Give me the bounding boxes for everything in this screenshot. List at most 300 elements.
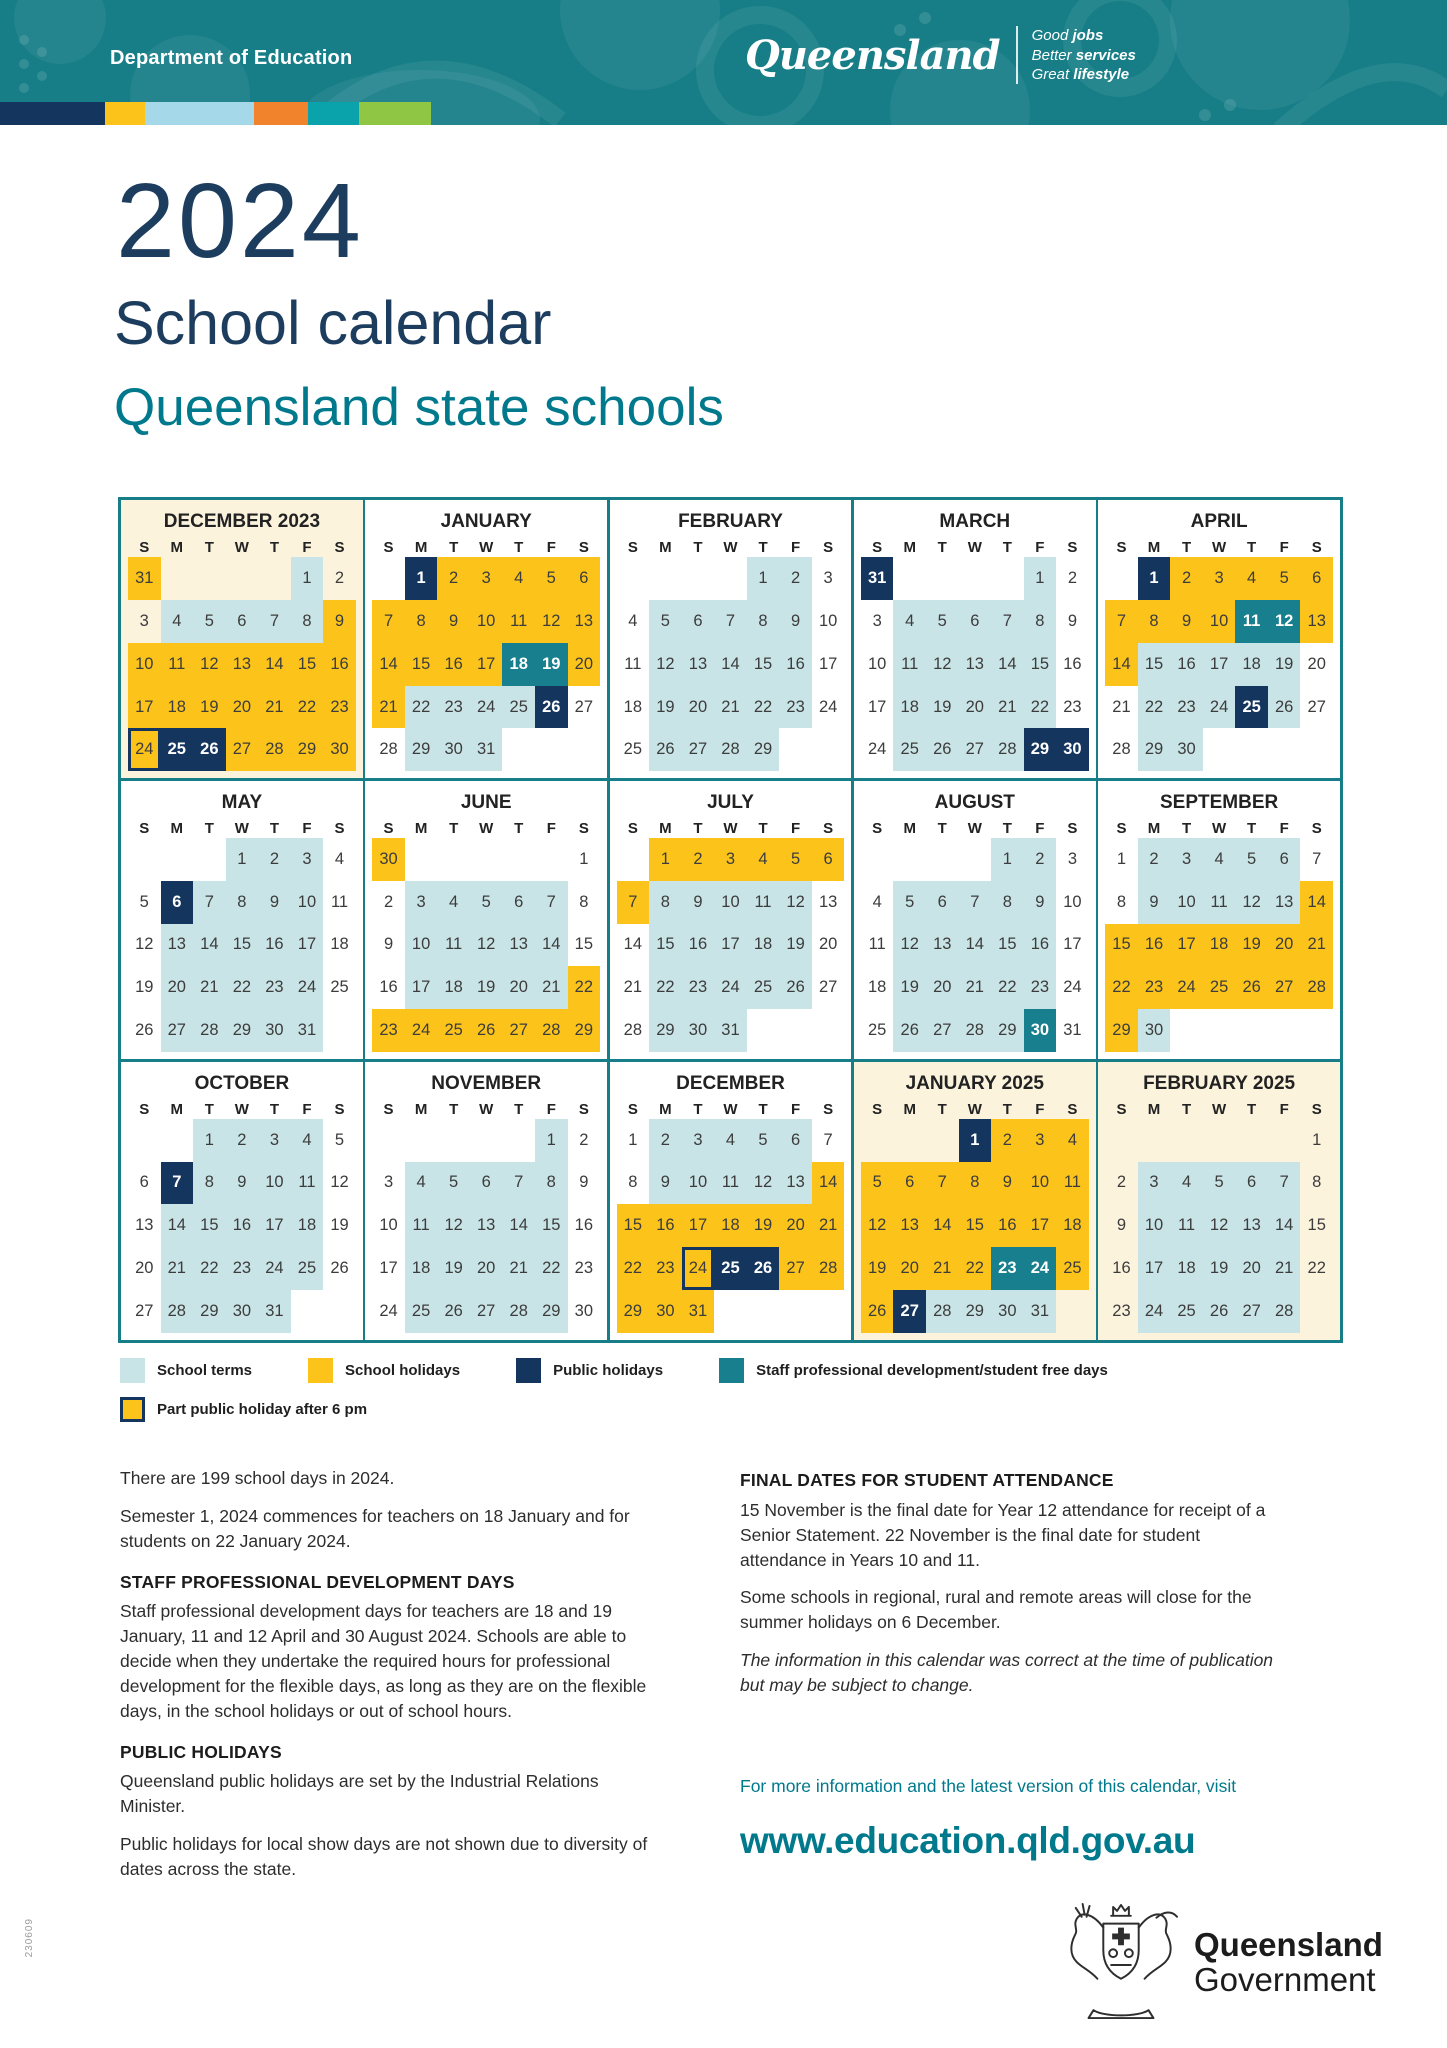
day-cell: 6 [926,881,959,924]
weekday-label: W [1212,1100,1227,1118]
weekday-label: T [514,539,524,556]
day-cell: 16 [1170,643,1203,686]
day-cell: 10 [470,600,503,643]
day-cell: 4 [872,892,882,911]
day-cell: 25 [714,1247,747,1290]
empty-cell [926,838,959,881]
day-cell: 3 [1170,838,1203,881]
day-cell: 27 [470,1290,503,1333]
day-cell: 31 [291,1009,324,1052]
legend-label: Staff professional development/student free days [756,1362,1108,1379]
day-cell: 11 [437,924,470,967]
empty-cell [437,1119,470,1162]
month-panel [365,1062,607,1340]
weekday-label: T [758,819,768,837]
weekday-label: T [449,819,459,837]
month-title: JANUARY 2025 [905,1072,1044,1094]
day-cell: 26 [535,686,568,729]
empty-cell [926,1119,959,1162]
day-cell: 21 [623,978,643,997]
legend-label: Public holidays [553,1362,664,1379]
day-cell: 22 [405,686,438,729]
day-cell: 7 [502,1162,535,1205]
empty-cell [568,728,601,771]
day-cell: 17 [1170,924,1203,967]
tagline-light-word: Great [1031,66,1074,83]
day-cell: 22 [226,966,259,1009]
weekday-label: M [414,819,428,837]
day-cell: 4 [714,1119,747,1162]
day-cell: 9 [323,600,356,643]
day-cell: 18 [1203,924,1236,967]
day-cell: 28 [1300,966,1333,1009]
day-cell: 3 [291,838,324,881]
day-cell: 6 [682,600,715,643]
weekday-label: S [383,539,394,556]
day-cell: 19 [135,978,154,997]
day-cell: 16 [1063,654,1082,673]
day-cell: 16 [1112,1259,1131,1278]
legend-item [719,1358,1108,1383]
weekday-header-row [128,539,356,556]
day-cell: 3 [714,838,747,881]
weekday-label: W [723,539,738,556]
day-cell: 22 [991,966,1024,1009]
day-cell: 17 [867,697,887,716]
day-cell: 2 [991,1119,1024,1162]
day-cell: 30 [1138,1009,1171,1052]
empty-cell [291,1290,324,1333]
weekday-label: S [823,819,834,837]
day-cell: 27 [818,978,838,997]
month-panel [365,781,607,1059]
weekday-header-row [617,539,845,556]
day-cell: 9 [682,881,715,924]
day-cell: 3 [405,881,438,924]
day-cell: 19 [1203,1247,1236,1290]
month-panel [121,1062,363,1340]
empty-cell [193,557,226,600]
weekday-label: T [937,819,947,837]
day-cell: 12 [893,924,926,967]
day-cell: 16 [437,643,470,686]
day-cell: 8 [959,1162,992,1205]
empty-cell [161,1119,194,1162]
weeks-grid [861,557,1089,771]
day-cell: 31 [1063,1021,1082,1040]
day-cell: 21 [193,966,226,1009]
day-cell: 22 [747,686,780,729]
queensland-wordmark: Queensland [745,31,1000,79]
day-cell: 29 [535,1290,568,1333]
empty-cell [1056,1290,1089,1333]
day-cell: 17 [1063,935,1082,954]
day-cell: 17 [128,686,161,729]
day-cell: 5 [1268,557,1301,600]
day-cell: 8 [226,881,259,924]
day-cell: 12 [649,643,682,686]
day-cell: 4 [1235,557,1268,600]
day-cell: 25 [867,1021,887,1040]
weekday-label: F [302,1100,312,1118]
legend-label: Part public holiday after 6 pm [157,1401,368,1418]
day-cell: 11 [502,600,535,643]
day-cell: 29 [1024,728,1057,771]
weekday-label: T [449,1100,459,1118]
day-cell: 22 [1138,686,1171,729]
day-cell: 10 [405,924,438,967]
day-cell: 30 [437,728,470,771]
day-cell: 12 [1203,1204,1236,1247]
day-cell: 27 [682,728,715,771]
weekday-label: W [1212,819,1227,837]
day-cell: 28 [991,728,1024,771]
day-cell: 25 [1170,1290,1203,1333]
note-paragraph: 15 November is the final date for Year 12 attendance for receipt of a Senior Statement. 22 November is the final date for student attendance in Years 10 and 11. [740,1499,1266,1570]
day-cell: 15 [535,1204,568,1247]
empty-cell [861,1119,894,1162]
day-cell: 1 [405,557,438,600]
day-cell: 14 [161,1204,194,1247]
day-cell: 17 [258,1204,291,1247]
weekday-label: S [627,1100,638,1118]
day-cell: 1 [959,1119,992,1162]
day-cell: 20 [161,966,194,1009]
day-cell: 27 [1235,1290,1268,1333]
day-cell: 13 [135,1216,154,1235]
weekday-header-row [861,1101,1089,1118]
tagline-bold-word: services [1075,46,1136,64]
day-cell: 15 [405,643,438,686]
day-cell: 22 [1307,1259,1326,1278]
day-cell: 1 [1138,557,1171,600]
weekday-label: M [1147,819,1161,837]
day-cell: 26 [893,1009,926,1052]
weekday-label: W [234,1100,249,1118]
month-panel [1098,500,1340,778]
day-cell: 16 [682,924,715,967]
day-cell: 6 [812,838,845,881]
month-title: AUGUST [934,791,1015,813]
day-cell: 25 [893,728,926,771]
day-cell: 4 [502,557,535,600]
brand-tagline [1032,26,1136,46]
day-cell: 28 [258,728,291,771]
day-cell: 27 [1268,966,1301,1009]
day-cell: 1 [535,1119,568,1162]
brand-tagline [1032,46,1136,66]
empty-cell [1268,1119,1301,1162]
day-cell: 24 [405,1009,438,1052]
weekday-label: S [578,1100,589,1118]
day-cell: 16 [226,1204,259,1247]
page-title-sub: Queensland state schools [114,378,724,437]
weekday-label: M [659,819,672,837]
day-cell: 15 [1138,643,1171,686]
government-logo-text [1194,1928,1383,1998]
day-cell: 26 [437,1290,470,1333]
day-cell: 22 [535,1247,568,1290]
day-cell: 5 [926,600,959,643]
day-cell: 3 [872,611,882,630]
note-paragraph: Semester 1, 2024 commences for teachers on 18 January and for students on 22 January 2024. [120,1505,630,1551]
day-cell: 29 [959,1290,992,1333]
day-cell: 1 [649,838,682,881]
day-cell: 26 [779,966,812,1009]
day-cell: 20 [470,1247,503,1290]
weekday-label: M [1147,539,1161,556]
day-cell: 12 [861,1204,894,1247]
weekday-label: W [967,539,982,556]
weeks-grid [372,557,600,771]
day-cell: 28 [714,728,747,771]
day-cell: 7 [258,600,291,643]
day-cell: 8 [747,600,780,643]
weekday-label: T [1002,1100,1012,1118]
day-cell: 25 [747,966,780,1009]
weeks-grid [617,557,845,771]
day-cell: 23 [437,686,470,729]
empty-cell [1203,728,1236,771]
weekday-label: F [1279,1100,1289,1118]
day-cell: 13 [893,1204,926,1247]
day-cell: 4 [405,1162,438,1205]
empty-cell [893,557,926,600]
empty-cell [470,838,503,881]
weekday-label: S [334,819,345,837]
day-cell: 10 [1138,1204,1171,1247]
day-cell: 15 [617,1204,650,1247]
month-title: SEPTEMBER [1159,791,1279,813]
legend-row [120,1397,1164,1422]
empty-cell [323,1009,356,1052]
day-cell: 20 [1235,1247,1268,1290]
day-cell: 17 [1024,1204,1057,1247]
day-cell: 21 [991,686,1024,729]
day-cell: 28 [193,1009,226,1052]
day-cell: 8 [535,1162,568,1205]
weekday-label: F [1279,539,1289,556]
note-paragraph: Queensland public holidays are set by the Industrial Relations Minister. [120,1771,599,1817]
day-cell: 30 [682,1009,715,1052]
day-cell: 2 [1067,568,1077,587]
day-cell: 7 [161,1162,194,1205]
day-cell: 3 [139,611,149,630]
weekday-label: T [1002,539,1012,556]
empty-cell [1105,557,1138,600]
empty-cell [747,1009,780,1052]
empty-cell [226,557,259,600]
day-cell: 17 [291,924,324,967]
day-cell: 13 [1268,881,1301,924]
day-cell: 2 [1170,557,1203,600]
weekday-header-row [372,1101,600,1118]
day-cell: 26 [926,728,959,771]
empty-cell [128,838,161,881]
empty-cell [405,1119,438,1162]
day-cell: 25 [623,740,643,759]
day-cell: 17 [1138,1247,1171,1290]
day-cell: 10 [818,611,838,630]
weekday-label: S [1116,539,1127,556]
day-cell: 10 [867,654,887,673]
day-cell: 25 [1203,966,1236,1009]
weekday-label: M [903,1100,916,1118]
day-cell: 3 [1067,849,1077,868]
day-cell: 28 [379,740,398,759]
weekday-label: T [758,539,768,556]
day-cell: 14 [193,924,226,967]
month-title: MAY [221,791,263,813]
weekday-header-row [1105,1101,1333,1118]
empty-cell [617,838,650,881]
day-cell: 2 [1024,838,1057,881]
day-cell: 10 [128,643,161,686]
month-panel [854,1062,1096,1340]
color-strip [0,102,431,125]
month-panel [854,781,1096,1059]
day-cell: 29 [747,728,780,771]
day-cell: 27 [135,1302,154,1321]
day-cell: 20 [893,1247,926,1290]
day-cell: 5 [139,892,149,911]
month-title: APRIL [1190,511,1248,532]
day-cell: 22 [959,1247,992,1290]
calendar-grid [118,497,1343,1343]
day-cell: 9 [1024,881,1057,924]
note-paragraph: Staff professional development days for teachers are 18 and 19 January, 11 and 12 April and 30 August 2024. Schools are able to decide when they undertake the required hours for professional development for the flexible days, as long as they are on the flexible days, in the school holidays or out of school hours. [120,1601,647,1721]
day-cell: 7 [714,600,747,643]
month-title: JANUARY [440,511,532,532]
day-cell: 14 [535,924,568,967]
day-cell: 29 [291,728,324,771]
day-cell: 15 [193,1204,226,1247]
brand-taglines [1032,26,1136,85]
empty-cell [893,1119,926,1162]
day-cell: 11 [624,654,642,673]
day-cell: 20 [682,686,715,729]
day-cell: 28 [502,1290,535,1333]
day-cell: 7 [193,881,226,924]
day-cell: 29 [193,1290,226,1333]
day-cell: 15 [226,924,259,967]
weekday-label: F [546,819,556,837]
day-cell: 25 [330,978,349,997]
day-cell: 6 [1300,557,1333,600]
day-cell: 23 [372,1009,405,1052]
empty-cell [893,838,926,881]
day-cell: 18 [867,978,887,997]
day-cell: 20 [959,686,992,729]
day-cell: 16 [649,1204,682,1247]
tagline-light-word: Good [1031,27,1073,44]
day-cell: 10 [291,881,324,924]
day-cell: 9 [649,1162,682,1205]
day-cell: 18 [1235,643,1268,686]
weeks-grid [128,838,356,1052]
day-cell: 23 [1024,966,1057,1009]
weekday-header-row [372,539,600,556]
day-cell: 1 [1116,849,1127,868]
weekday-label: T [1247,539,1257,556]
day-cell: 10 [1024,1162,1057,1205]
day-cell: 12 [926,643,959,686]
day-cell: 5 [1235,838,1268,881]
day-cell: 29 [1105,1009,1138,1052]
day-cell: 23 [682,966,715,1009]
day-cell: 1 [1312,1130,1322,1149]
empty-cell [405,838,438,881]
day-cell: 10 [682,1162,715,1205]
weekday-label: T [1247,819,1257,837]
day-cell: 13 [959,643,992,686]
weekday-label: S [578,539,589,556]
government-logo-line2: Government [1194,1961,1376,1998]
day-cell: 24 [1170,966,1203,1009]
day-cell: 2 [1138,838,1171,881]
website-link[interactable]: www.education.qld.gov.au [740,1819,1196,1861]
weekday-label: W [479,1100,494,1118]
day-cell: 13 [682,643,715,686]
day-cell: 20 [226,686,259,729]
weekday-label: T [204,539,214,556]
day-cell: 26 [649,728,682,771]
queensland-coat-of-arms-icon [1062,1892,1180,2034]
weekday-label: S [383,819,394,837]
weekday-label: W [234,819,249,837]
weekday-label: S [139,819,150,837]
day-cell: 11 [893,643,926,686]
day-cell: 11 [714,1162,747,1205]
day-cell: 2 [649,1119,682,1162]
section-heading: PUBLIC HOLIDAYS [120,1741,282,1762]
legend-item [516,1358,663,1383]
day-cell: 13 [470,1204,503,1247]
day-cell: 4 [291,1119,324,1162]
legend-swatch-hp [120,1397,145,1422]
day-cell: 1 [193,1119,226,1162]
day-cell: 2 [579,1130,589,1149]
day-cell: 26 [747,1247,780,1290]
day-cell: 23 [226,1247,259,1290]
day-cell: 6 [502,881,535,924]
day-cell: 24 [379,1302,398,1321]
header-band [0,0,1447,125]
day-cell: 30 [574,1302,593,1321]
weekday-label: M [170,1100,184,1118]
day-cell: 8 [1116,892,1127,911]
brand-tagline [1032,65,1136,85]
weekday-label: T [1247,1100,1257,1118]
day-cell: 6 [959,600,992,643]
day-cell: 27 [779,1247,812,1290]
day-cell: 10 [714,881,747,924]
weekday-label: S [1067,819,1078,837]
day-cell: 8 [291,600,324,643]
day-cell: 1 [747,557,780,600]
weekday-label: S [334,539,345,556]
day-cell: 26 [1268,686,1301,729]
day-cell: 11 [1203,881,1236,924]
day-cell: 11 [1170,1204,1203,1247]
day-cell: 30 [991,1290,1024,1333]
day-cell: 18 [1170,1247,1203,1290]
day-cell: 4 [161,600,194,643]
day-cell: 11 [1235,600,1268,643]
day-cell: 17 [714,924,747,967]
day-cell: 26 [861,1290,894,1333]
strip-segment [0,102,105,125]
